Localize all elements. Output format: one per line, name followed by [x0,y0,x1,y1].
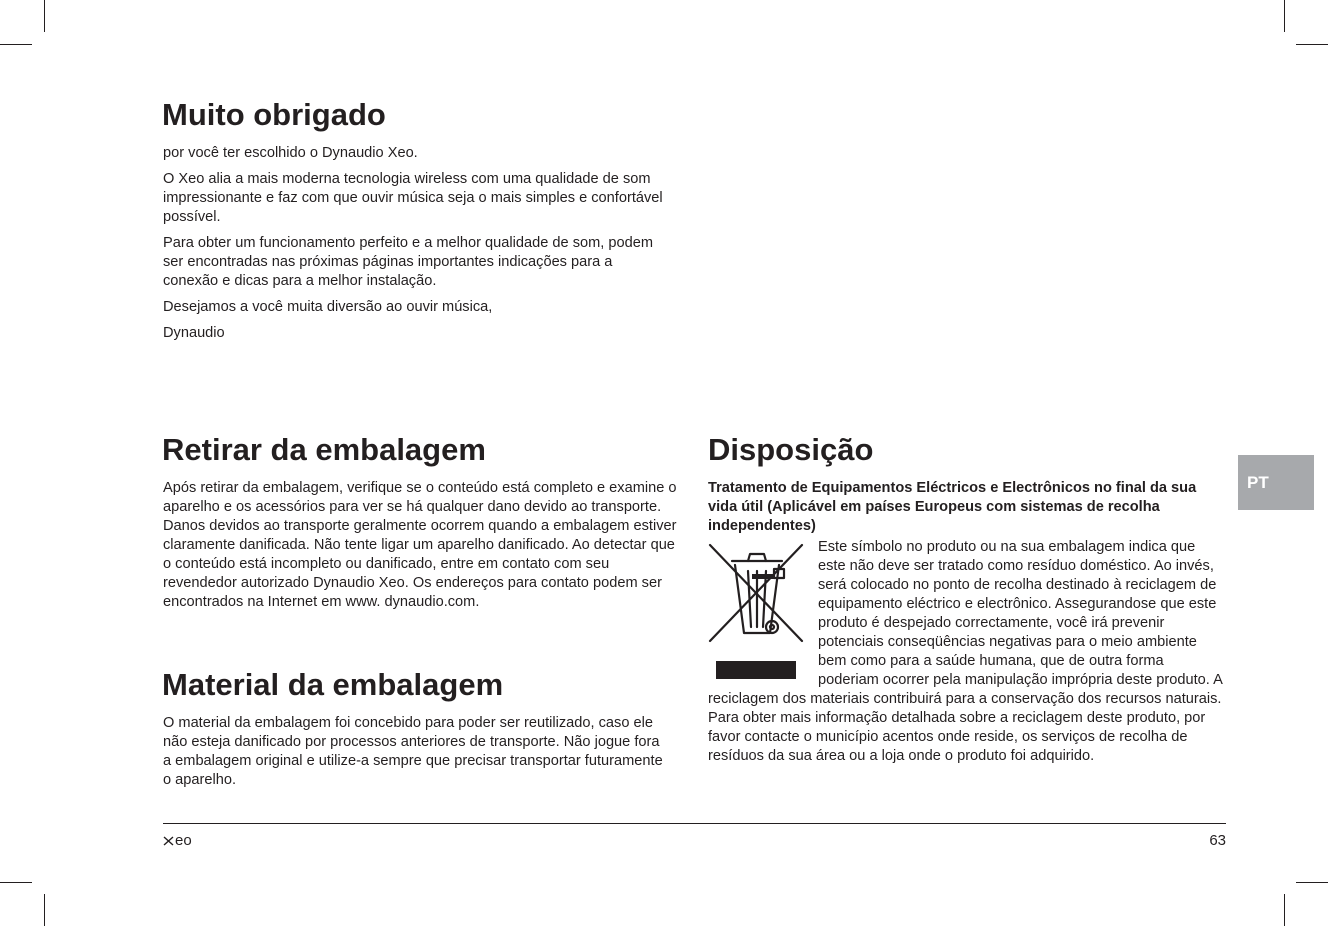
thanks-signature: Dynaudio [163,325,225,341]
disposal-title: Disposição [708,432,874,467]
thanks-body [163,144,663,350]
xeo-logo-icon [163,836,174,846]
crop-mark [0,882,32,883]
xeo-logo-text: eo [175,832,192,849]
crop-mark [44,0,45,32]
xeo-logo [163,832,192,850]
weee-symbol [708,541,808,689]
crop-mark [1284,0,1285,32]
thanks-paragraph: por você ter escolhido o Dynaudio Xeo. [163,145,418,161]
crop-mark [0,44,32,45]
footer-divider [163,823,1226,824]
crop-mark [1296,882,1328,883]
crop-mark [44,894,45,926]
crop-mark [1284,894,1285,926]
page-number: 63 [1209,832,1226,849]
packaging-text: O material da embalagem foi concebido para poder ser reutilizado, caso ele não esteja danificado por processos anteriores de transporte. Não jogue fora a embalagem original e utilize-a sempre que precisar transportar futuramente o aparelho. [163,715,663,788]
thanks-paragraph: O Xeo alia a mais moderna tecnologia wireless com uma qualidade de som impressionante e faz com que ouvir música seja o mais simples e confortável possível. [163,171,663,225]
language-tab-label: PT [1247,473,1269,492]
language-tab [1238,455,1314,510]
thanks-title: Muito obrigado [162,97,386,132]
unpacking-title: Retirar da embalagem [162,432,486,467]
unpacking-text: Após retirar da embalagem, verifique se o conteúdo está completo e examine o aparelho e os acessórios para ver se há qualquer dano devido ao transporte. Danos devidos ao transporte geralmente ocorrem quando a embalagem estiver claramente danificada. Não tente ligar um aparelho danificado. Ao detectar que o conteúdo está incompleto ou danificado, entre em contato com seu revendedor autorizado Dynaudio Xeo. Os endereços para contato podem ser encontrados na Internet em www. dynaudio.com. [163,480,677,610]
disposal-section [708,479,1226,766]
disposal-text: Este símbolo no produto ou na sua embalagem indica que este não deve ser tratado como resíduo doméstico. Ao invés, será colocado no ponto de recolha destinado à reciclagem de equipamento eléctrico e electrônico. Assegurandose que este produto é despejado correctamente, você irá prevenir potenciais conseqüências negativas para o meio ambiente bem como para a saúde humana, que de outra forma poderiam ocorrer pela manipulação imprópria deste produto. A reciclagem dos materiais contribuirá para a conservação dos recursos naturais. Para obter mais informação detalhada sobre a reciclagem deste produto, por favor contacte o município acentos onde reside, os serviços de recolha de resíduos da sua área ou a loja onde o produto foi adquirido. [708,539,1222,764]
thanks-paragraph: Desejamos a você muita diversão ao ouvir música, [163,299,493,315]
crop-mark [1296,44,1328,45]
thanks-paragraph: Para obter um funcionamento perfeito e a melhor qualidade de som, podem ser encontradas nas próximas páginas importantes indicações para a conexão e dicas para a melhor instalação. [163,235,653,289]
disposal-intro: Tratamento de Equipamentos Eléctricos e Electrônicos no final da sua vida útil (Aplicável em países Europeus com sistemas de recolha independentes) [708,480,1197,534]
weee-bin-icon [708,541,804,685]
packaging-title: Material da embalagem [162,667,504,702]
